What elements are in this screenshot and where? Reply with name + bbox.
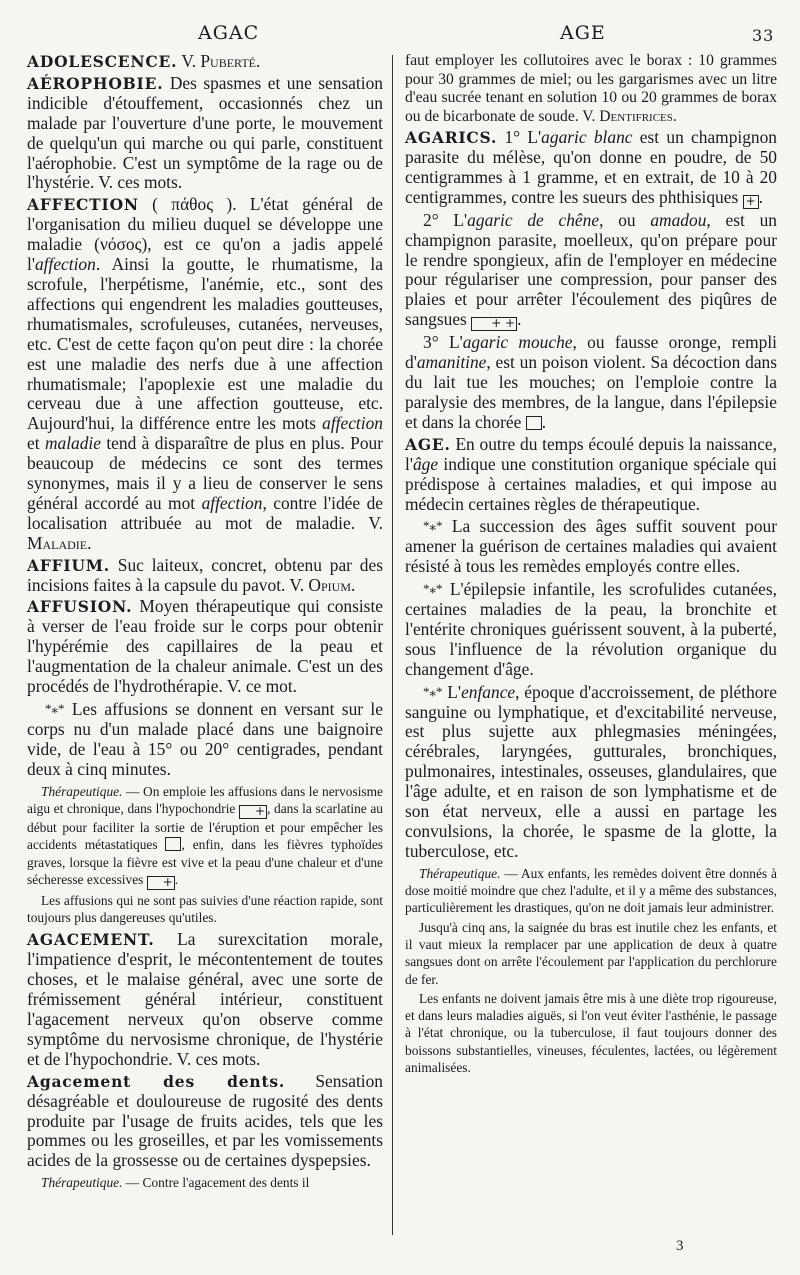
signature-mark: 3 <box>676 1238 684 1254</box>
note-paragraph: Jusqu'à cinq ans, la saignée du bras est inutile chez les enfants, et il vaut mieux la remplacer par une application de deux à quatre sangsues dont on arrête l'écoulement par l'application du perchlorure de fer. <box>405 919 777 987</box>
page-number: 33 <box>752 26 775 45</box>
entry-adolescence: ADOLESCENCE. V. Puberté. <box>27 51 261 71</box>
plus-box-icon: + <box>239 805 267 819</box>
asterism: *⁎* <box>423 581 443 597</box>
entry-age-para: *⁎* L'enfance, époque d'accroissement, de pléthore sanguine ou lymphatique, et d'excitabilité nerveuse, est plus sujette aux phlegmasies méningées, cérébrales, laryngées, gutturales, bronchiques, pulmonaires, intestinales, osseuses, glandulaires, que l'âge adulte, et en raison de son lymphatisme et de son état nerveux, elle a aussi en partage les convulsions, la chorée, le spasme de la glotte, la tuberculose, etc. <box>405 681 777 861</box>
cross-reference: Maladie <box>27 532 88 553</box>
note-label: Thérapeutique. <box>419 865 501 881</box>
entry-agarics-2: 2° L'agaric de chêne, ou amadou, est un champignon parasite, moelleux, qu'on prépare pour le rendre spongieux, afin de l'employer en médecine pour régulariser une compression, pour panser des plaies et pour arrêter l'écoulement des piqûres de sangsues + + . <box>405 209 777 331</box>
headword: AFFUSION. <box>27 597 133 617</box>
entry-aerophobie <box>27 74 383 193</box>
asterism: *⁎* <box>45 701 65 716</box>
cross-reference: Opium <box>308 574 351 595</box>
cross-reference: Puberté <box>200 51 257 71</box>
entry-text: V. <box>177 51 201 71</box>
headword: AÉROPHOBIE. <box>27 73 164 93</box>
note-paragraph: Les enfants ne doivent jamais être mis à une diète trop rigoureuse, et dans leurs maladies aiguës, si l'on veut éviter l'asthénie, le passage à l'état chronique, ou la tuberculose, il faut toujours donner des boissons substantielles, vineuses, féculentes, lactées, ou légèrement animalisées. <box>405 990 777 1076</box>
note-label: Thérapeutique. <box>41 1175 123 1191</box>
headword: Agacement des dents. <box>27 1071 286 1091</box>
entry-affusion-para: *⁎* Les affusions se donnent en versant sur le corps nu d'un malade placé dans une baignoire vide, de l'eau à 15° ou 20° centigrades, pendant deux à cinq minutes. <box>27 699 383 779</box>
headword: AGE. <box>405 434 451 454</box>
right-column <box>405 52 777 1080</box>
therapeutics-note: Thérapeutique. — Aux enfants, les remèdes doivent être donnés à dose moitié moindre que chez l'adulte, et il y a même des substances, particulièrement les drastiques, qu'on ne doit jamais leur administrer. Jusqu'à cinq ans, la saignée du bras est inutile chez les enfants, et il vaut mieux la remplacer par une application de deux à quatre sangsues dont on arrête l'écoulement par l'application du perchlorure de fer. Les enfants ne doivent jamais être mis à une diète trop rigoureuse, et dans leurs maladies aiguës, si l'on veut éviter l'asthénie, le passage à l'état chronique, ou la tuberculose, il faut toujours donner des boissons substantielles, vineuses, féculentes, lactées, ou légèrement animalisées. <box>405 865 777 1076</box>
column-divider <box>392 55 393 1235</box>
headword: AFFIUM. <box>27 555 110 575</box>
running-head-right: AGE <box>560 22 606 44</box>
headword: ADOLESCENCE. <box>27 52 178 71</box>
note-label: Thérapeutique. <box>41 783 123 799</box>
double-plus-box-icon: + + <box>471 317 517 331</box>
plus-box-icon: + <box>147 876 175 890</box>
empty-box-icon <box>526 416 542 430</box>
empty-box-icon <box>165 837 181 851</box>
headword: AFFECTION <box>27 195 139 215</box>
asterism: *⁎* <box>423 683 443 699</box>
continued-text: faut employer les collutoires avec le borax : 10 grammes pour 30 grammes de miel; ou les gargarismes avec un litre d'eau sucrée tenant en solution 10 ou 20 grammes de borax ou de bicarbonate de soude. V. Dentifrices. <box>405 52 777 125</box>
asterism: *⁎* <box>423 518 443 534</box>
entry-agacement-dents: Agacement des dents. Sensation désagréable et douloureuse de rugosité des dents produite par l'usage de fruits acides, tels que les pommes ou les groseilles, et par les vomissements acides de la grossesse ou de certaines dyspepsies. <box>27 1070 383 1171</box>
running-head-left: AGAC <box>198 22 260 44</box>
entry-agarics: AGARICS. 1° L'agaric blanc est un champignon parasite du mélèse, qu'on donne en poudre, de 50 centigrammes à 1 gramme, et en extrait, de 10 à 20 centigrammes, contre les sueurs des phthisiques + . <box>405 127 778 208</box>
cross-reference: Dentifrices <box>599 107 673 125</box>
greek-etymology: ( πάθος ). <box>138 194 250 215</box>
entry-age: AGE. En outre du temps écoulé depuis la naissance, l'âge indique une constitution organique spéciale qui prédispose à certaines maladies, et qui impose au médecin certaines règles de thérapeutique. <box>405 433 777 514</box>
entry-affection: AFFECTION ( πάθος ). L'état général de l'organisation du milieu duquel se développe une maladie (νόσος), est ce qu'on a jadis appelé l'affection. Ainsi la goutte, le rhumatisme, la scrofule, l'herpétisme, l'anémie, etc., sont des affections qui engendrent les maladies goutteuses, rhumatismales, scrofuleuses, cutanées, nerveuses, etc. C'est de cette façon qu'on peut dire : la chorée est une maladie des nerfs due à une affection rhumatismale; l'apoplexie est une maladie du cerveau due à une affection goutteuse, etc. Aujourd'hui, la différence entre les mots affection et maladie tend à disparaître de plus en plus. Pour beaucoup de médecins ce sont des termes synonymes, mais il y a lieu de conserver le sens général accordé au mot affection, contre l'idée de localisation attribuée au mot de maladie. V. Maladie. <box>27 194 384 553</box>
entry-agarics-3: 3° L'agaric mouche, ou fausse oronge, rempli d'amanitine, est un poison violent. Sa décoction dans du lait tue les mouches; on l'emploie contre la paralysie des membres, de la langue, dans l'épilepsie et dans la chorée . <box>405 332 777 432</box>
note-paragraph: Les affusions qui ne sont pas suivies d'une réaction rapide, sont toujours plus dangereuses qu'utiles. <box>27 892 383 926</box>
entry-affusion: AFFUSION. Moyen thérapeutique qui consiste à verser de l'eau froide sur le corps pour obtenir l'hypérémie des capillaires de la peau et l'augmentation de la chaleur animale. C'est un des procédés de l'hydrothérapie. V. ce mot. <box>27 596 383 697</box>
entry-text: Des spasmes et une sensation indicible d'étouffement, occasionnés chez un malade par l'ouverture d'une porte, le mouvement de quelqu'un qui marche ou qui parle, constituent l'aérophobie. C'est un symptôme de la rage ou de l'hystérie. V. ces mots. <box>27 72 383 193</box>
therapeutics-note: Thérapeutique. — Contre l'agacement des dents il <box>41 1175 310 1191</box>
headword: AGARICS. <box>405 128 498 147</box>
therapeutics-note: Thérapeutique. — On emploie les affusions dans le nervosisme aigu et chronique, dans l'hypochondrie + , dans la scarlatine au début pour faciliter la sortie de l'éruption et pour empêcher les accidents métastatiques , enfin, dans les fièvres typhoïdes graves, lorsque la fièvre est vive et la peau d'une chaleur et d'une sécheresse excessives + . Les affusions qui ne sont pas suivies d'une réaction rapide, sont toujours plus dangereuses qu'utiles. <box>27 783 383 926</box>
headword: AGACEMENT. <box>27 930 155 950</box>
left-column <box>27 52 383 1196</box>
plus-box-icon: + <box>743 195 759 209</box>
entry-age-para: *⁎* L'épilepsie infantile, les scrofulides cutanées, certaines maladies de la peau, la bronchite et l'entérite chroniques guérissent souvent, à la puberté, sous l'influence de la révolution organique du changement d'âge. <box>405 579 777 679</box>
entry-agacement: AGACEMENT. La surexcitation morale, l'impatience d'esprit, le mécontentement de toutes choses, et le malaise général, avec une sorte de frémissement général intérieur, constituent l'agacement nerveux qu'on observe comme symptôme du nervosisme chronique, de l'hystérie et de l'hypochondrie. V. ces mots. <box>27 929 383 1069</box>
entry-affium: AFFIUM. Suc laiteux, concret, obtenu par des incisions faites à la capsule du pavot. V. Opium. <box>27 554 383 595</box>
entry-age-para: *⁎* La succession des âges suffit souvent pour amener la guérison de certaines maladies qui avaient résisté à tous les remèdes employés contre elles. <box>405 516 777 577</box>
